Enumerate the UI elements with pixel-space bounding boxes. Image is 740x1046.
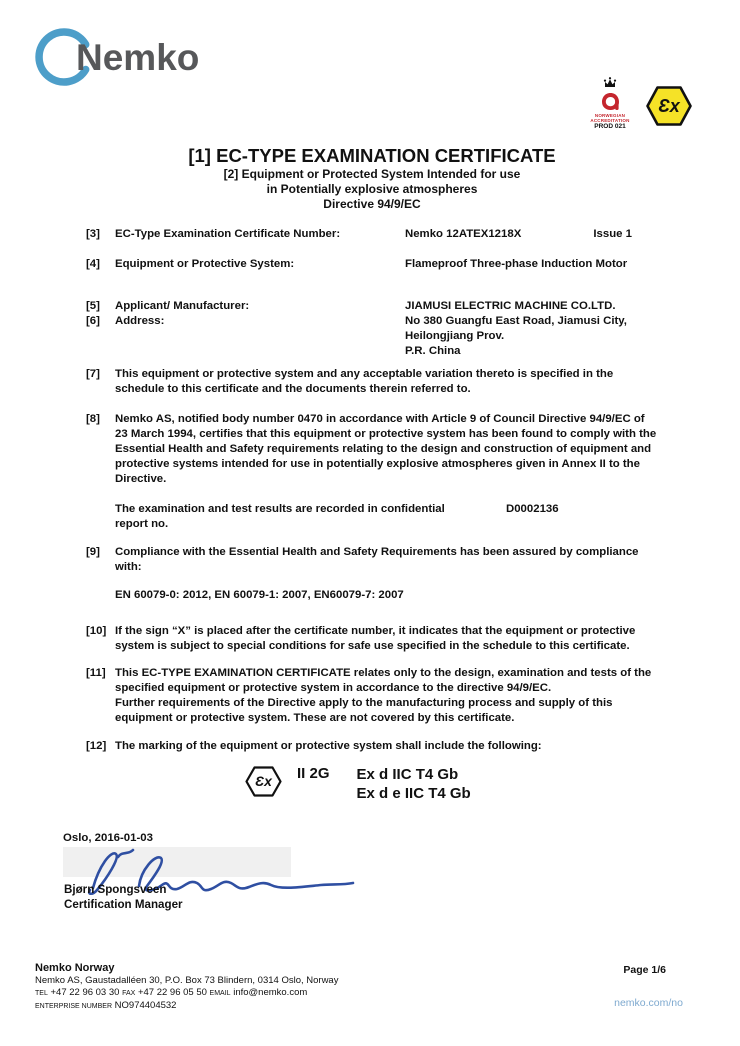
footer-company: Nemko Norway — [35, 962, 115, 974]
applicant-address-line: No 380 Guangfu East Road, Jiamusi City, — [405, 315, 627, 328]
email-label: EMAIL — [209, 990, 231, 997]
crown-icon — [602, 77, 618, 88]
equipment-value: Flameproof Three-phase Induction Motor — [405, 258, 628, 271]
email-address: info@nemko.com — [233, 987, 308, 998]
section-5-6-applicant-address — [86, 299, 658, 359]
report-number: D0002136 — [506, 503, 559, 516]
enterprise-number: NO974404532 — [114, 1000, 177, 1011]
logo-text: Nemko — [76, 37, 200, 78]
address-label: Address: — [115, 315, 165, 328]
equipment-group: II 2G — [297, 765, 330, 783]
norwegian-accreditation-mark — [584, 77, 636, 131]
section-number: [7] — [86, 368, 100, 381]
applicant-label: Applicant/ Manufacturer: — [115, 300, 250, 313]
section-number: [6] — [86, 315, 100, 328]
footer-enterprise — [35, 1000, 338, 1013]
section-number: [3] — [86, 228, 100, 241]
ex-marking-icon — [245, 766, 282, 797]
section-12-text: The marking of the equipment or protective system shall include the following: — [115, 740, 542, 753]
ex-marking-symbol: Ɛx — [255, 773, 272, 790]
certificate-number-label: EC-Type Examination Certificate Number: — [115, 228, 341, 241]
fax-number: +47 22 96 05 50 — [137, 987, 207, 998]
section-10 — [86, 624, 658, 654]
section-number: [4] — [86, 258, 100, 271]
fax-label: FAX — [122, 990, 136, 997]
section-number: [11] — [86, 667, 106, 680]
certificate-title: [1] EC-TYPE EXAMINATION CERTIFICATE — [188, 145, 556, 166]
section-11-paragraph-2: Further requirements of the Directive apply to the manufacturing process and supply of this equipment or protective system. These are not covered by this certificate. — [115, 697, 613, 725]
protection-code-1: Ex d IIC T4 Gb — [356, 766, 459, 784]
section-8 — [86, 412, 658, 487]
accreditation-prod-number: PROD 021 — [594, 123, 626, 130]
certificate-body — [63, 145, 658, 918]
place-and-date: Oslo, 2016-01-03 — [63, 832, 153, 845]
section-6-address — [86, 314, 405, 329]
section-12 — [86, 739, 658, 754]
section-7-text: This equipment or protective system and any acceptable variation thereto is specified in the schedule to this certificate and the documents therein referred to. — [115, 368, 614, 396]
section-4-equipment — [86, 257, 658, 272]
equipment-label: Equipment or Protective System: — [115, 258, 295, 271]
section-number: [5] — [86, 300, 100, 313]
certificate-number-value: Nemko 12ATEX1218X — [405, 228, 522, 241]
protection-code-2: Ex d e IIC T4 Gb — [356, 785, 471, 803]
enterprise-label: ENTERPRISE NUMBER — [35, 1003, 113, 1010]
applicant-address-line: P.R. China — [405, 345, 461, 358]
footer-address: Nemko AS, Gaustadalléen 30, P.O. Box 73 Blindern, 0314 Oslo, Norway — [35, 975, 339, 986]
section-number: [12] — [86, 740, 107, 753]
section-11 — [86, 666, 658, 726]
nemko-logo — [30, 24, 220, 90]
page-number: Page 1/6 — [623, 964, 666, 976]
certificate-subtitle-2: in Potentially explosive atmospheres — [266, 181, 478, 196]
report-text-line-2: report no. — [115, 518, 169, 531]
section-5-applicant — [86, 299, 405, 314]
ex-hexagon-icon — [646, 86, 692, 126]
section-number: [8] — [86, 413, 100, 426]
atex-marking-block — [245, 765, 658, 803]
section-number: [9] — [86, 546, 100, 559]
certificate-directive: Directive 94/9/EC — [323, 196, 421, 211]
section-9 — [86, 545, 658, 575]
report-text-line-1: The examination and test results are recorded in confidential — [115, 503, 445, 516]
applicant-name: JIAMUSI ELECTRIC MACHINE CO.LTD. — [405, 300, 616, 313]
ex-symbol-text: Ɛx — [658, 95, 680, 116]
standards-list: EN 60079-0: 2012, EN 60079-1: 2007, EN60079-7: 2007 — [115, 589, 404, 602]
footer-contact — [35, 987, 338, 1000]
tel-number: +47 22 96 03 30 — [50, 987, 120, 998]
footer — [35, 961, 338, 1013]
certificate-subtitle-1: [2] Equipment or Protected System Intended for use — [223, 167, 521, 181]
section-7 — [86, 367, 658, 397]
section-11-paragraph-1: This EC-TYPE EXAMINATION CERTIFICATE relates only to the design, examination and tests of the specified equipment or protective system in accordance to the directive 94/9/EC. — [115, 667, 652, 695]
applicant-address-line: Heilongjiang Prov. — [405, 330, 505, 343]
signatory-role: Certification Manager — [64, 898, 183, 912]
signature-area — [63, 831, 658, 918]
section-10-text: If the sign “X” is placed after the certificate number, it indicates that the equipment or protective system is subject to special conditions for safe use specified in the schedule to this certificate. — [115, 625, 636, 653]
title-block — [86, 145, 658, 211]
issue-number: Issue 1 — [593, 228, 632, 241]
tel-label: TEL — [35, 990, 48, 997]
section-8-text: Nemko AS, notified body number 0470 in accordance with Article 9 of Council Directive 94/9/EC of 23 March 1994, certifies that this equipment or protective system has been found to comply with the Essential Health and Safety requirements relating to the design and construction of equipment and protective systems intended for use in potentially explosive atmospheres given in Annex II to the Directive. — [115, 413, 657, 486]
section-9-text: Compliance with the Essential Health and Safety Requirements has been assured by compliance with: — [115, 546, 639, 574]
accreditation-label2: ACCREDITATION — [590, 117, 630, 123]
signatory-name: Bjørn Spongsveen — [64, 883, 167, 897]
section-number: [10] — [86, 625, 107, 638]
website-link[interactable]: nemko.com/no — [614, 997, 683, 1009]
confidential-report-row — [115, 502, 658, 532]
accreditation-a-icon — [598, 89, 623, 114]
section-3-certificate-number — [86, 227, 658, 242]
accreditation-label: NORWEGIAN — [594, 113, 626, 118]
applicant-details — [405, 299, 627, 359]
